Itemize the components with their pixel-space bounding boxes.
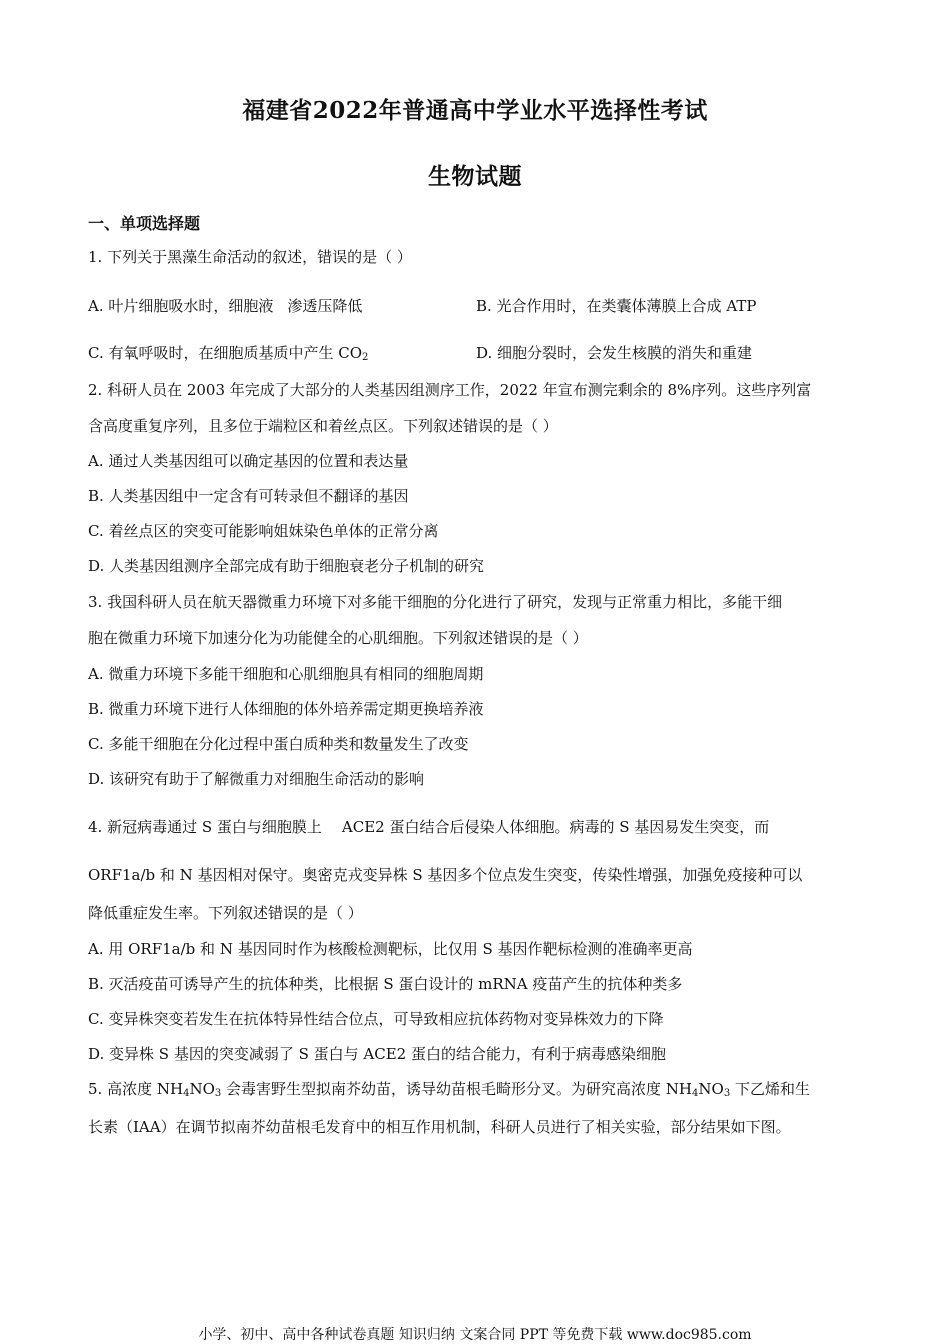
- q4-option-a: A. 用 ORF1a/b 和 N 基因同时作为核酸检测靶标，比仅用 S 基因作靶标检测的准确率更高: [88, 940, 693, 958]
- exam-subtitle: 生物试题: [428, 163, 522, 190]
- q4-stem-line3: 降低重症发生率。下列叙述错误的是（ ）: [88, 904, 363, 922]
- q1-stem: 1. 下列关于黑藻生命活动的叙述，错误的是（ ）: [88, 248, 412, 266]
- q3-stem-line1: 3. 我国科研人员在航天器微重力环境下对多能干细胞的分化进行了研究，发现与正常重力相比，多能干细: [88, 593, 783, 611]
- q2-stem-line2: 含高度重复序列，且多位于端粒区和着丝点区。下列叙述错误的是（ ）: [88, 417, 558, 435]
- q2-stem-line1: 2. 科研人员在 2003 年完成了大部分的人类基因组测序工作，2022 年宣布测完剩余的 8%序列。这些序列富: [88, 381, 812, 399]
- exam-title: 福建省2022年普通高中学业水平选择性考试: [242, 97, 708, 124]
- q1-option-c: C. 有氧呼吸时，在细胞质基质中产生 $CO_2$: [88, 344, 369, 363]
- q2-option-c: C. 着丝点区的突变可能影响姐妹染色单体的正常分离: [88, 522, 439, 540]
- q2-option-d: D. 人类基因组测序全部完成有助于细胞衰老分子机制的研究: [88, 557, 485, 575]
- page-footer: 小学、初中、高中各种试卷真题 知识归纳 文案合同 PPT 等免费下载 www.doc985.com: [198, 1327, 752, 1343]
- q2-option-a: A. 通过人类基因组可以确定基因的位置和表达量: [88, 452, 409, 470]
- q3-option-d: D. 该研究有助于了解微重力对细胞生命活动的影响: [88, 770, 425, 788]
- q3-option-b: B. 微重力环境下进行人体细胞的体外培养需定期更换培养液: [88, 700, 484, 718]
- q4-stem-line2: ORF1a/b 和 N 基因相对保守。奥密克戎变异株 S 基因多个位点发生突变，传染性增强，加强免疫接种可以: [88, 866, 803, 884]
- q3-option-a: A. 微重力环境下多能干细胞和心肌细胞具有相同的细胞周期: [88, 665, 484, 683]
- q3-stem-line2: 胞在微重力环境下加速分化为功能健全的心肌细胞。下列叙述错误的是（ ）: [88, 629, 588, 647]
- q4-option-b: B. 灭活疫苗可诱导产生的抗体种类，比根据 S 蛋白设计的 mRNA 疫苗产生的抗体种类多: [88, 975, 683, 993]
- q4-stem-line1: 4. 新冠病毒通过 S 蛋白与细胞膜上 ACE2 蛋白结合后侵染人体细胞。病毒的 S 基因易发生突变，而: [88, 818, 770, 836]
- q5-stem-line2: 长素（IAA）在调节拟南芥幼苗根毛发育中的相互作用机制，科研人员进行了相关实验，部分结果如下图。: [88, 1118, 791, 1136]
- section-heading: 一、单项选择题: [88, 214, 201, 233]
- q3-option-c: C. 多能干细胞在分化过程中蛋白质种类和数量发生了改变: [88, 735, 469, 753]
- q4-option-d: D. 变异株 S 基因的突变减弱了 S 蛋白与 ACE2 蛋白的结合能力，有利于病毒感染细胞: [88, 1045, 666, 1063]
- q2-option-b: B. 人类基因组中一定含有可转录但不翻译的基因: [88, 487, 409, 505]
- q5-stem-line1: 5. 高浓度 $NH_4NO_3$ 会毒害野生型拟南芥幼苗，诱导幼苗根毛畸形分叉。为研究高浓度 $NH_4NO_3$ 下乙烯和生: [88, 1080, 810, 1099]
- q4-option-c: C. 变异株突变若发生在抗体特异性结合位点，可导致相应抗体药物对变异株效力的下降: [88, 1010, 664, 1028]
- q1-option-a: A. 叶片细胞吸水时，细胞液 渗透压降低: [88, 297, 363, 315]
- q1-option-d: D. 细胞分裂时，会发生核膜的消失和重建: [476, 344, 753, 362]
- q1-option-b: B. 光合作用时，在类囊体薄膜上合成 ATP: [476, 297, 757, 315]
